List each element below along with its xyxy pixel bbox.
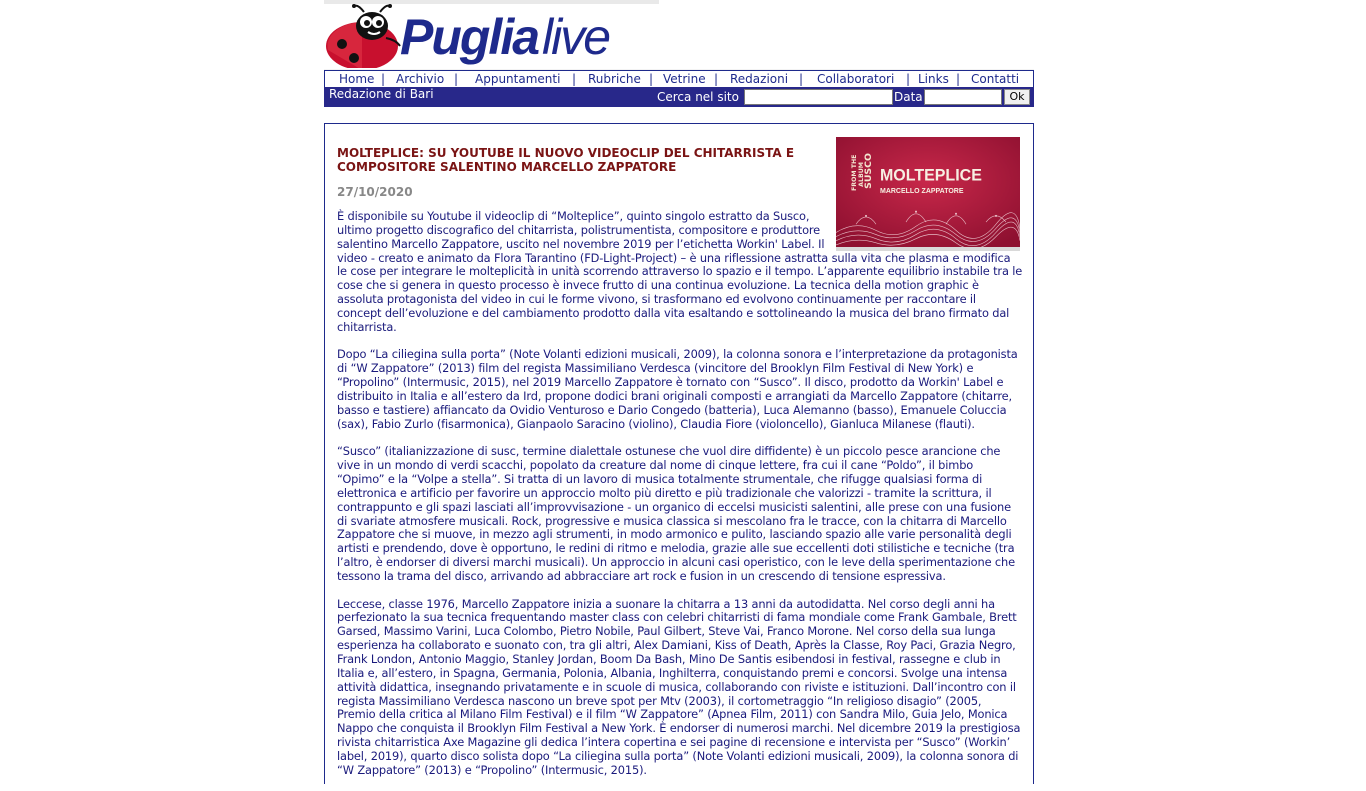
nav-separator: |: [454, 72, 459, 86]
date-input[interactable]: [924, 89, 1002, 105]
nav-item-vetrine[interactable]: Vetrine: [663, 72, 706, 86]
nav-item-links[interactable]: Links: [918, 72, 949, 86]
redazione-label: Redazione di Bari: [329, 87, 434, 101]
main-nav: [324, 70, 1034, 88]
article-paragraph-text: È disponibile su Youtube il videoclip di “Molteplice”, quinto singolo estratto da Susco, ultimo progetto discografico del chitarrista, polistrumentista, compositore e produttore salentino Marcello Zappatore, uscito nel novembre 2019 per l’etichetta Workin' Label. Il: [337, 209, 825, 251]
article-paragraph: [337, 209, 1023, 335]
nav-item-redazioni[interactable]: Redazioni: [730, 72, 789, 86]
nav-item-appuntamenti[interactable]: Appuntamenti: [475, 72, 561, 86]
article: [324, 123, 1034, 784]
article-paragraph: Leccese, classe 1976, Marcello Zappatore inizia a suonare la chitarra a 13 anni da autodidatta. Nel corso degli anni ha perfezionato la sua tecnica frequentando master class con celebri chitarristi di fama mondiale come Frank Gambale, Brett Garsed, Massimo Varini, Luca Colombo, Pietro Nobile, Paul Gilbert, Steve Vai, Franco Morone. Nel corso della sua lunga esperienza ha collaborato e suonato con, tra gli altri, Alex Damiani, Kiss of Death, Après la Classe, Roy Paci, Grazia Negro, Frank London, Antonio Maggio, Stanley Jordan, Boom Da Bash, Mino De Santis esibendosi in festival, rassegne e club in Italia e, all’estero, in Spagna, Germania, Polonia, Albania, Inghilterra, conquistando premi e concorsi. Svolge una intensa attività didattica, insegnando privatamente e in scuole di musica, collaborando con riviste e istituzioni. Dall’incontro con il regista Massimiliano Verdesca nascono un breve spot per Mtv (2003), il cortometraggio “In religioso disagio” (2005, Premio della critica al Milano Film Festival) e il film “W Zappatore” (Apnea Film, 2011) con Sandra Milo, Guia Jelo, Monica Nappo che conquista il Brooklyn Film Festival a New York. È endorser di numerosi marchi. Nel dicembre 2019 la prestigiosa rivista chitarristica Axe Magazine gli dedica l’intera copertina e sei pagine di recensione e intervista per “Susco” (Workin’ label, 2019), quarto disco solista dopo “La ciliegina sulla porta” (Note Volanti edizioni musicali, 2009), la colonna sonora di “W Zappatore” (2013) e “Propolino” (Intermusic, 2015).: [337, 596, 1021, 777]
search-label: Cerca nel sito: [657, 90, 739, 104]
search-bar: [324, 87, 1034, 107]
article-date: 27/10/2020: [337, 185, 413, 199]
image-album-text-2: ALBUM: [858, 162, 865, 187]
site-header: [324, 0, 1034, 70]
image-artist: MARCELLO ZAPPATORE: [880, 186, 964, 196]
image-album-text-1: FROM THE: [851, 154, 858, 191]
date-label: Data: [894, 90, 923, 104]
article-paragraph: “Susco” (italianizzazione di susc, termine dialettale ostunese che vuol dire diffidente) è un piccolo pesce arancione che vive in un mondo di verdi scacchi, popolato da creature dal nome di cinque lettere, fra cui il cane “Poldo”, il bimbo “Opimo” e la “Volpe a stella”. Si tratta di un lavoro di musica totalmente strumentale, che rifugge qualsiasi forma di elettronica e artificio per favorire un approccio molto più diretto e più tradizionale che valorizzi - tramite la scrittura, il contrappunto e gli spazi lasciati all’improvvisazione - un organico di eccelsi musicisti salentini, alle prese con una fusione di svariate atmosfere musicali. Rock, progressive e musica classica si mescolano fra le tracce, con la chitarra di Marcello Zappatore che si muove, in mezzo agli strumenti, in modo armonico e pulito, lasciando spazio alle varie personalità degli artisti e prendendo, dove è opportuno, le redini di ritmo e melodia, grazie alle sue eccellenti doti stilistiche e tecniche (tra l’altro, è endorser di diversi marchi musicali). Un approccio in alcuni casi operistico, con le leve della sperimentazione che tessono la trama del disco, arrivando ad abbracciare art rock e fusion in un crescendo di tensione espressiva.: [337, 444, 1015, 583]
logo-brand: Puglia: [400, 9, 539, 65]
site-logo[interactable]: [400, 2, 609, 72]
article-title: MOLTEPLICE: SU YOUTUBE IL NUOVO VIDEOCLIP DEL CHITARRISTA E COMPOSITORE SALENTINO MARCELLO ZAPPATORE: [337, 146, 795, 174]
nav-item-archivio[interactable]: Archivio: [396, 72, 445, 86]
article-paragraph-text: video - creato e animato da Flora Tarantino (FD-Light-Project) – è una riflessione astratta sulla vita che plasma e modifica le cose per integrare le molteplicità in unità scorrendo attraverso lo spazio e il tempo. L’apparente equilibrio instabile tra le cose che si genera in questo processo è invece frutto di una continua evoluzione. La tecnica della motion graphic è assoluta protagonista del video in cui le forme vivono, si trasformano ed evolvono continuamente per raccontare il concept dell’evoluzione e del cambiamento prodotto dalla vita esaltando e sottolineando la musica del brano firmato dal chitarrista.: [337, 250, 1023, 334]
nav-item-rubriche[interactable]: Rubriche: [588, 72, 641, 86]
nav-separator: |: [714, 72, 719, 86]
article-paragraph: Dopo “La ciliegina sulla porta” (Note Volanti edizioni musicali, 2009), la colonna sonora e l’interpretazione da protagonista di “W Zappatore” (2013) film del regista Massimiliano Verdesca (vincitore del Brooklyn Film Festival di New York) e “Propolino” (Intermusic, 2015), nel 2019 Marcello Zappatore è tornato con “Susco”. Il disco, prodotto da Workin' Label e distribuito in Italia e all’estero da Ird, propone dodici brani originali composti e arrangiati da Marcello Zappatore (chitarre, basso e tastiere) affiancato da Ovidio Venturoso e Dario Congedo (batteria), Luca Alemanno (basso), Emanuele Coluccia (sax), Fabio Zurlo (fisarmonica), Gianpaolo Saracino (violino), Claudia Fiore (violoncello), Gianluca Milanese (flauti).: [337, 347, 1018, 431]
ladybug-logo-icon[interactable]: [324, 4, 402, 68]
image-title: MOLTEPLICE: [880, 166, 982, 185]
nav-separator: |: [956, 72, 961, 86]
nav-separator: |: [906, 72, 911, 86]
nav-separator: |: [649, 72, 654, 86]
nav-item-home[interactable]: Home: [339, 72, 375, 86]
logo-suffix: live: [542, 9, 610, 65]
image-album-text-3: SUSCO: [863, 153, 874, 189]
article-body: [337, 210, 1023, 791]
nav-item-contatti[interactable]: Contatti: [971, 72, 1020, 86]
nav-separator: |: [572, 72, 577, 86]
nav-item-collaboratori[interactable]: Collaboratori: [817, 72, 895, 86]
nav-separator: |: [799, 72, 804, 86]
ok-button[interactable]: Ok: [1004, 89, 1030, 105]
nav-separator: |: [381, 72, 386, 86]
page: [324, 0, 1034, 777]
search-input[interactable]: [744, 89, 893, 105]
